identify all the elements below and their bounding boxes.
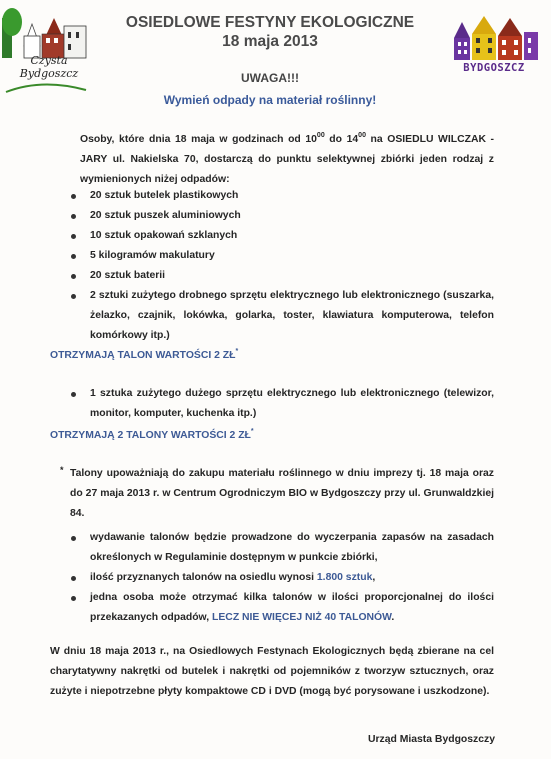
intro-sup-2: 00 bbox=[358, 132, 366, 139]
list-item: 10 sztuk opakowań szklanych bbox=[76, 226, 494, 246]
rule-2-number: 1.800 sztuk bbox=[316, 572, 373, 583]
talon-reward-2-star: * bbox=[250, 428, 254, 435]
list-item: 2 sztuki zużytego drobnego sprzętu elektrycznego lub elektronicznego (suszarka, żelazko, czajnik, lokówka, golarka, toster, klawiatura komputerowa, telefon komórkowy itp.) bbox=[76, 286, 494, 346]
list-item: 20 sztuk puszek aluminiowych bbox=[76, 206, 494, 226]
intro-text-1: Osoby, które dnia 18 maja w godzinach od 10 bbox=[80, 134, 317, 145]
list-item bbox=[76, 568, 494, 588]
talon-reward-2-text: OTRZYMAJĄ 2 TALONY WARTOŚCI 2 ZŁ bbox=[50, 430, 251, 441]
list-item: 20 sztuk butelek plastikowych bbox=[76, 186, 494, 206]
notice-heading: UWAGA!!! bbox=[241, 71, 299, 85]
logo-right-text: BYDGOSZCZ bbox=[463, 62, 525, 74]
rule-2-punct: , bbox=[372, 572, 376, 583]
talon-reward-1 bbox=[50, 348, 238, 361]
logo-left-text bbox=[14, 54, 84, 80]
talon-reward-1-star: * bbox=[235, 348, 239, 355]
list-item: 20 sztuk baterii bbox=[76, 266, 494, 286]
rule-3-punct: . bbox=[391, 612, 395, 623]
rules-list bbox=[76, 528, 494, 628]
czysta-bydgoszcz-logo bbox=[2, 4, 90, 100]
intro-text-3: na OSIEDLU WILCZAK - JARY ul. Nakielska 70, dostarczą do punktu selektywnej zbiórki jeden rodzaj z wymienionych niżej odpadów: bbox=[80, 134, 495, 185]
intro-sup-1: 00 bbox=[316, 132, 325, 139]
intro-paragraph bbox=[80, 126, 494, 190]
rule-3-text: jedna osoba może otrzymać kilka talonów w ilości proporcjonalnej do ilości przekazanych odpadów, bbox=[90, 592, 494, 623]
closing-paragraph: W dniu 18 maja 2013 r., na Osiedlowych Festynach Ekologicznych będą zbierane na cel charytatywny nakrętki od butelek i nakrętki od pojemników z tworzyw sztucznych, oraz zużyte i niepotrzebne płyty kompaktowe CD i DVD (mogą być porysowane i uszkodzone). bbox=[50, 646, 494, 697]
rule-3-limit: LECZ NIE WIĘCEJ NIŻ 40 TALONÓW bbox=[212, 612, 392, 623]
footnote-star: * bbox=[60, 465, 64, 475]
talony-text: Talony upoważniają do zakupu materiału roślinnego w dniu imprezy tj. 18 maja oraz do 27 maja 2013 r. w Centrum Ogrodniczym BIO w Bydgoszczy przy ul. Grunwaldzkiej 84. bbox=[70, 468, 494, 519]
list-item: 5 kilogramów makulatury bbox=[76, 246, 494, 266]
page-title: OSIEDLOWE FESTYNY EKOLOGICZNE bbox=[125, 14, 415, 31]
waste-list bbox=[76, 186, 494, 346]
notice-subtitle: Wymień odpady na materiał roślinny! bbox=[163, 93, 377, 107]
list-item bbox=[76, 588, 494, 628]
signature: Urząd Miasta Bydgoszczy bbox=[367, 734, 495, 745]
large-equipment-list bbox=[76, 384, 494, 424]
list-item: wydawanie talonów będzie prowadzone do wyczerpania zapasów na zasadach określonych w Regulaminie dostępnym w punkcie zbiórki, bbox=[76, 528, 494, 568]
talon-reward-1-text: OTRZYMAJĄ TALON WARTOŚCI 2 ZŁ bbox=[50, 350, 236, 361]
talony-paragraph bbox=[60, 464, 494, 524]
rule-2-text: ilość przyznanych talonów na osiedlu wynosi bbox=[90, 572, 317, 583]
event-date: 18 maja 2013 bbox=[222, 33, 318, 50]
talon-reward-2 bbox=[50, 428, 254, 441]
logo-left-word-2: Bydgoszcz bbox=[19, 67, 79, 80]
logo-left-word-1: Czysta bbox=[30, 54, 68, 67]
intro-text-2: do 14 bbox=[324, 134, 359, 145]
list-item: 1 sztuka zużytego dużego sprzętu elektrycznego lub elektronicznego (telewizor, monitor, komputer, kuchenka itp.) bbox=[76, 384, 494, 424]
